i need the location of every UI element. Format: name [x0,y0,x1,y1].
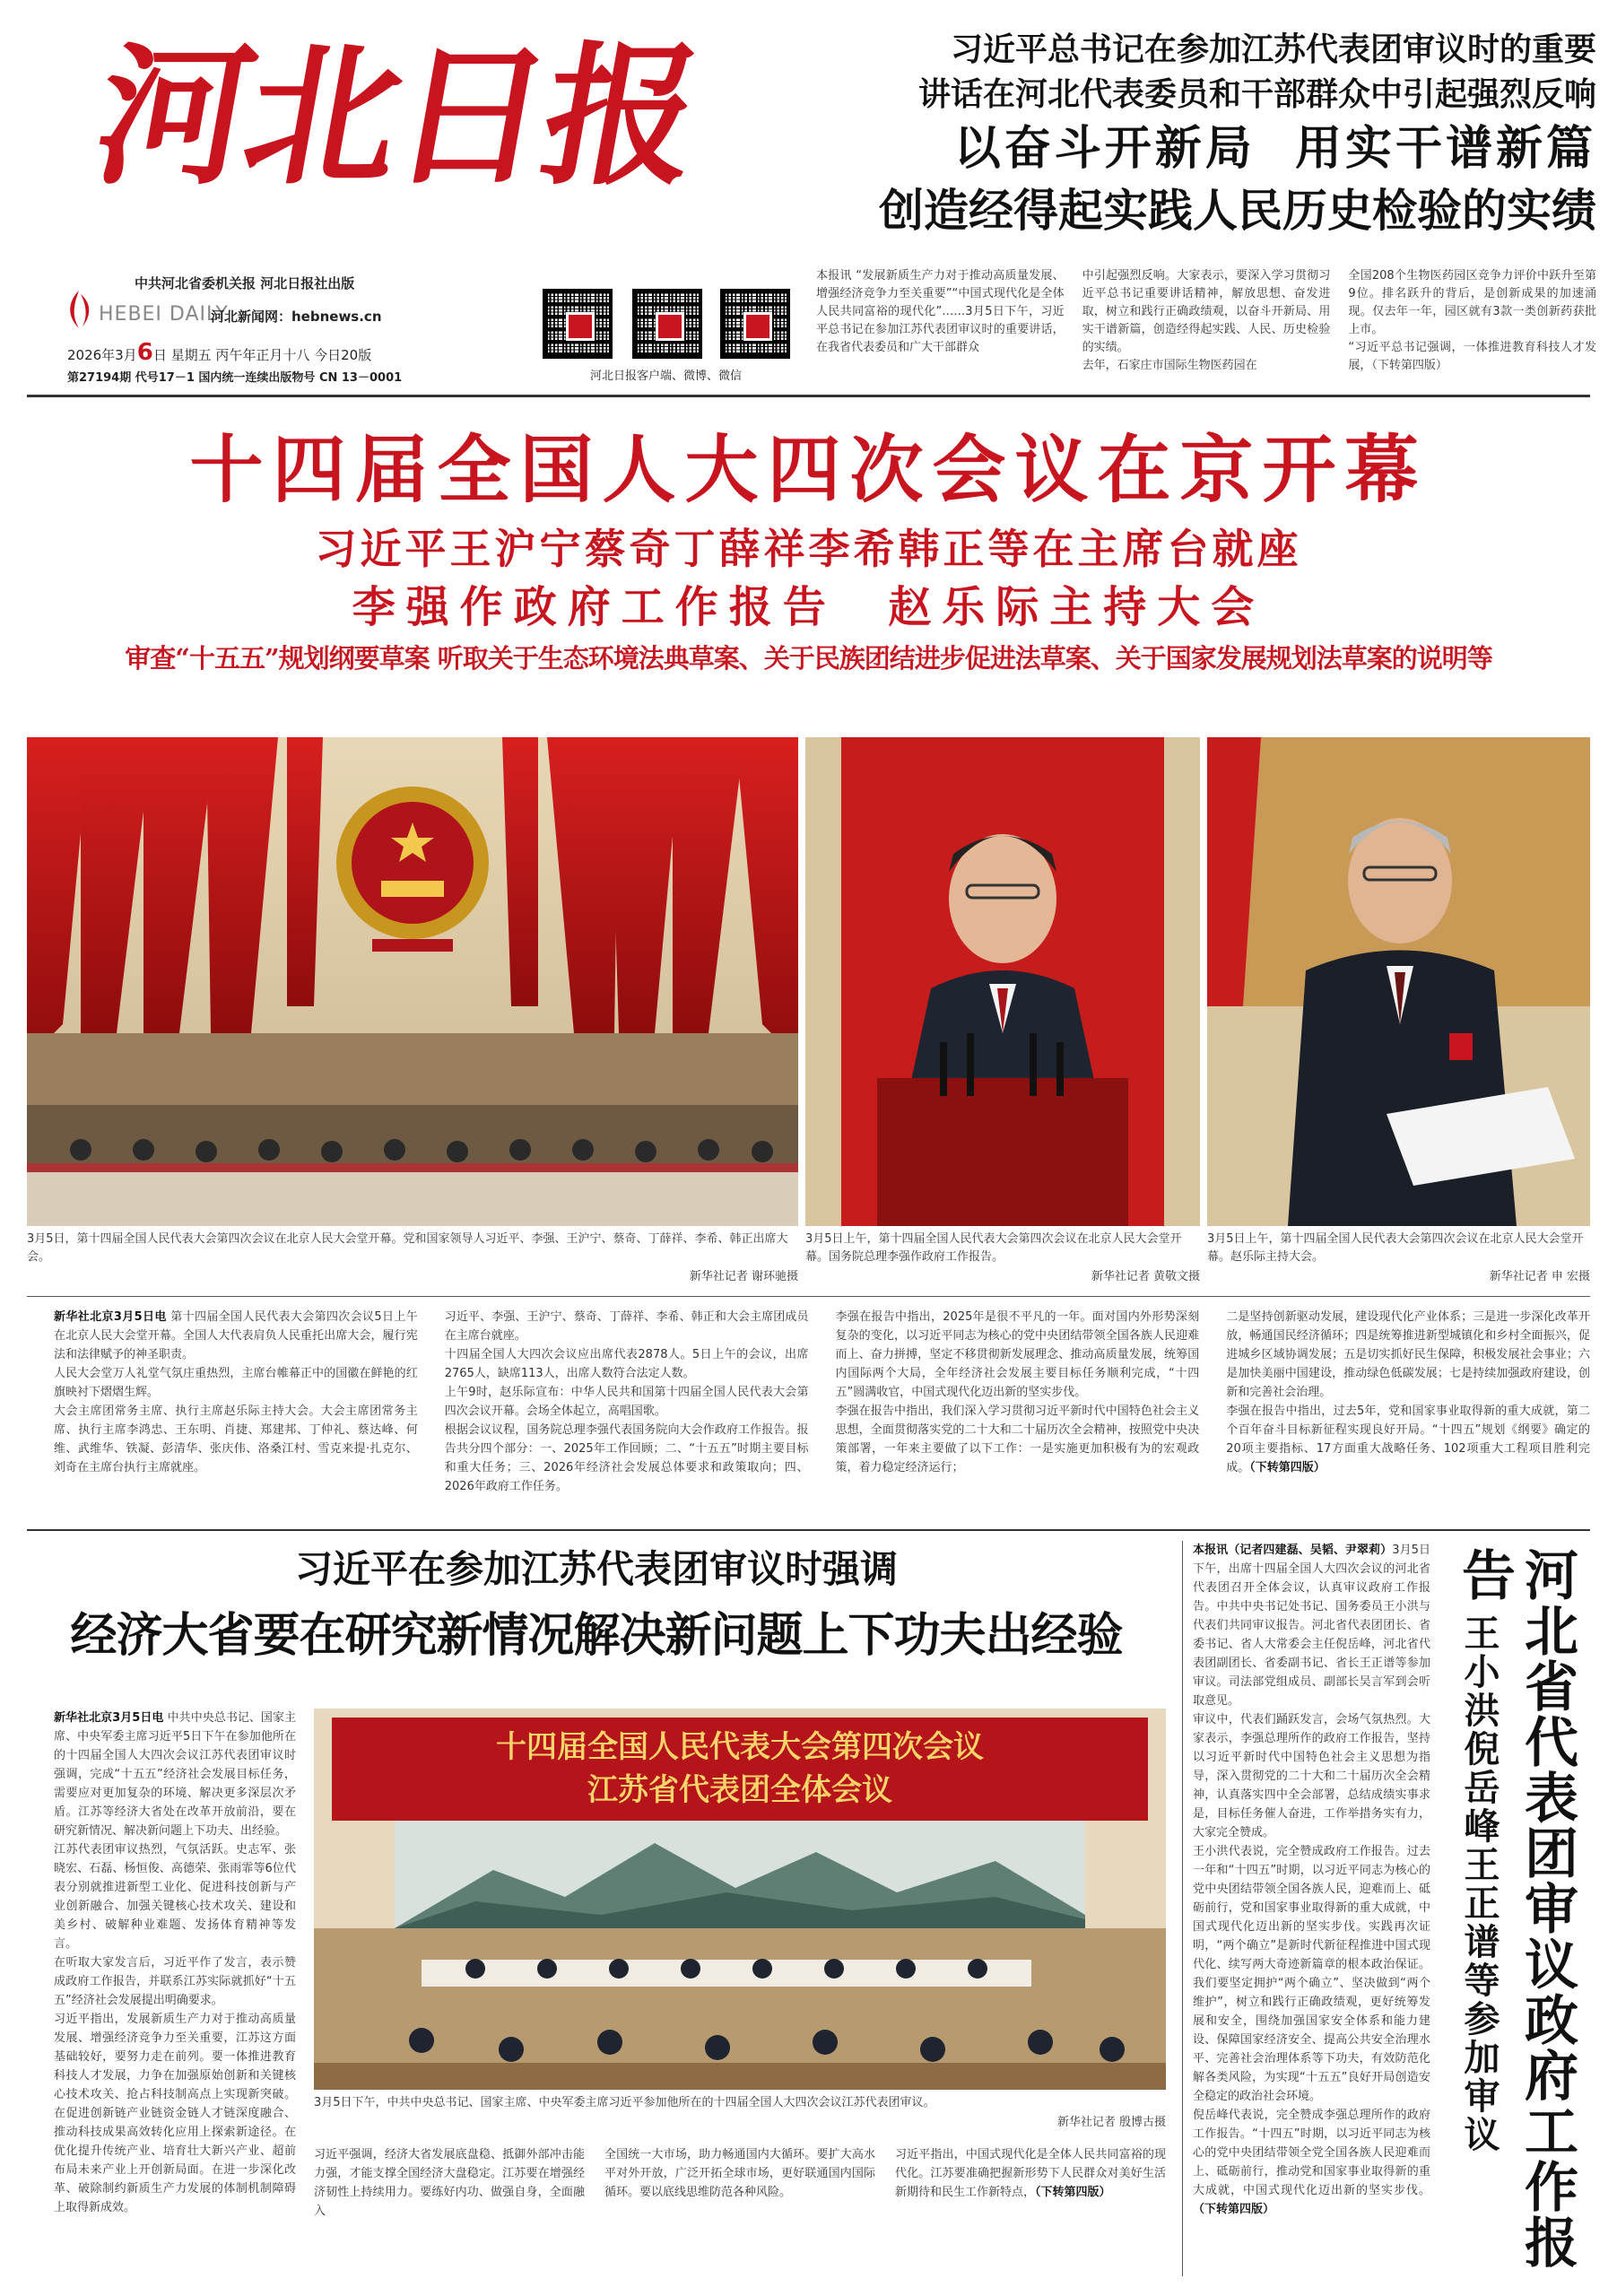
hebei-article [1193,1541,1430,2278]
speaker-scene [805,737,1200,1226]
jiangsu-col1-text: 中共中央总书记、国家主席、中央军委主席习近平5日下午在参加他所在的十四届全国人大四次会议江苏代表团审议时强调，完成“十五五”经济社会发展目标任务，需要应对更加复杂的环境、解决更多深层次矛盾。江苏等经济大省处在改革开放前沿，要在研究新情况、解决新问题上下功夫、出经验。 江苏代表团审议热烈，气氛活跃。史志军、张晓宏、石磊、杨恒俊、高德荣、张雨霏等6位代表分别就推进新型工业化、促进科技创新与产业创新融合、加强关键核心技术攻关、建设和美乡村、破解种业难题、发扬体育精神等发言。 在听取大家发言后，习近平作了发言，表示赞成政府工作报告，并联系江苏实际就抓好“十五五”经济社会发展提出明确要求。 习近平指出，发展新质生产力对于推动高质量发展、增强经济竞争力至关重要，江苏这方面基础较好，要努力走在前列。要一体推进教育科技人才发展，力争在加强原始创新和关键核心技术攻关、抢占科技制高点上实现新突破。在促进创新链产业链资金链人才链深度融合、推动科技成果高效转化应用上探索新途径。在优化提升传统产业、培育壮大新兴产业、超前布局未来产业上开创新局面。在进一步深化改革、破除制约新质生产力发展的体制机制障碍上取得新成效。 [54,1711,297,2214]
main-article [54,1308,1590,1516]
photo2-credit: 新华社记者 黄敬文摄 [1091,1270,1200,1283]
main-article-col1-text: 第十四届全国人民代表大会第四次会议5日上午在北京人民大会堂开幕。全国人大代表肩负人民重托出席大会，履行宪法和法律赋予的神圣职责。 人民大会堂万人礼堂气氛庄重热烈，主席台帷幕正中的国徽在鲜艳的红旗映衬下熠熠生辉。 大会主席团常务主席、执行主席赵乐际主持大会。大会主席团常务主席、执行主席李鸿忠、王东明、肖捷、郑建邦、丁仲礼、蔡达峰、何维、武维华、铁凝、彭清华、张庆伟、洛桑江村、雪克来提·扎克尔、刘奇在主席台执行主席就座。 [54,1310,418,1474]
date-day: 6 [136,339,153,366]
masthead-logo [61,289,97,330]
masthead [27,18,816,395]
hebei-continued: （下转第四版） [1193,2203,1275,2216]
top-story [807,27,1596,240]
divider-top [27,395,1590,397]
photo1-credit: 新华社记者 谢环驰摄 [689,1270,798,1283]
photo3-caption: 3月5日上午，第十四届全国人民代表大会第四次会议在北京人民大会堂开幕。赵乐际主持大会。 [1207,1232,1584,1264]
top-story-col3: 全国208个生物医药园区竞争力评价中跃升至第9位。排名跃升的背后，是创新成果的加速涌现。仅去年一年，园区就有3款一类创新药获批上市。 “习近平总书记强调，一体推进教育科技人才发展，（下转第四版） [1348,269,1597,372]
photo-great-hall [27,737,798,1226]
main-article-continued: （下转第四版） [1249,1461,1326,1474]
photo2-caption-block [805,1231,1200,1283]
photo-jiangsu-delegation [314,1709,1166,2090]
main-article-col2: 习近平、李强、王沪宁、蔡奇、丁薛祥、李希、韩正和大会主席团成员在主席台就座。 十四届全国人大四次会议应出席代表2878人。5日上午的会议，出席2765人，缺席113人，出席人数符合法定人数。 上午9时，赵乐际宣布：中华人民共和国第十四届全国人民代表大会第四次会议开幕。会场全体起立，高唱国歌。 根据会议议程，国务院总理李强代表国务院向大会作政府工作报告。报告共分四个部分：一、2025年工作回顾；二、“十五五”时期主要目标和重大任务；三、2026年经济社会发展总体要求和政策取向；四、2026年政府工作任务。 [444,1310,809,1493]
top-story-line3: 以奋斗开新局 用实干谱新篇 [953,121,1596,176]
divider-vertical [1182,1541,1183,2276]
hebei-subtitle: 王小洪倪岳峰王正谱等参加审议 [1458,1614,1500,2154]
headline-sub2: 李强作政府工作报告 赵乐际主持大会 [352,582,1265,632]
qr-code-wechat[interactable] [720,289,790,359]
hebei-article-text: 3月5日下午，出席十四届全国人大四次会议的河北省代表团召开全体会议，认真审议政府工作报告。中共中央书记处书记、国务委员王小洪与代表们共同审议报告。河北省代表团团长、省委书记、省人大常委会主任倪岳峰，河北省代表团副团长、省委副书记、省长王正谱等参加审议。司法部党组成员、副部长吴言军到会听取意见。 审议中，代表们踊跃发言，会场气氛热烈。大家表示，李强总理所作的政府工作报告，坚持以习近平新时代中国特色社会主义思想为指导，深入贯彻党的二十大和二十届历次全会精神，认真落实四中全会部署，总结成绩实事求是，目标任务催人奋进，工作举措务实有力，大家完全赞成。 王小洪代表说，完全赞成政府工作报告。过去一年和“十四五”时期，以习近平同志为核心的党中央团结带领全国各族人民，迎难而上、砥砺前行，党和国家事业取得新的重大成就，中国式现代化迈出新的坚实步伐。实践再次证明，“两个确立”是新时代新征程推进中国式现代化、续写两大奇迹新篇章的根本政治保证。我们要坚定拥护“两个确立”、坚决做到“两个维护”，树立和践行正确政绩观，更好统筹发展和安全，围绕加强国家安全体系和能力建设、保障国家经济安全、提高公共安全治理水平、完善社会治理体系等下功夫，有效防范化解各类风险，为实现“十五五”良好开局创造安全稳定的政治社会环境。 倪岳峰代表说，完全赞成李强总理所作的政府工作报告。“十四五”时期，以习近平同志为核心的党中央团结带领全党全国各族人民迎难而上、砥砺前行，推动党和国家事业取得新的重大成就，中国式现代化迈出新的坚实步伐。 [1193,1544,1430,2197]
jiangsu-col1 [54,1709,297,2214]
masthead-title: 河北日报 [83,27,710,206]
hebei-dateline: 本报讯（记者四建磊、吴韬、尹翠莉） [1193,1544,1393,1557]
divider-middle [27,1529,1590,1531]
top-story-col1: 本报讯 “发展新质生产力对于推动高质量发展、增强经济竞争力至关重要”“中国式现代化是全体人民共同富裕的现代化”……3月5日下午，习近平总书记在参加江苏代表团审议时的重要讲话，在我省代表委员和广大干部群众 [816,269,1065,354]
qr-code-app[interactable] [543,289,613,359]
jiangsu-photo-credit: 新华社记者 殷博古摄 [1056,2116,1166,2129]
jiangsu-dateline: 新华社北京3月5日电 [54,1711,164,1725]
top-story-line2: 讲话在河北代表委员和干部群众中引起强烈反响 [917,75,1596,113]
photo3-credit: 新华社记者 申 宏摄 [1489,1270,1590,1283]
masthead-date [67,339,371,366]
qr-caption: 河北日报客户端、微博、微信 [590,370,743,383]
top-story-col2: 中引起强烈反响。大家表示，要深入学习贯彻习近平总书记重要讲话精神，解放思想、奋发进取，树立和践行正确政绩观，以奋斗开新局、用实干谱新篇，创造经得起实践、人民、历史检验的实绩。 去年，石家庄市国际生物医药园在 [1082,269,1331,372]
jiangsu-photo-caption: 3月5日下午，中共中央总书记、国家主席、中央军委主席习近平参加他所在的十四届全国人大四次会议江苏代表团审议。 [314,2096,935,2109]
main-article-col1 [54,1308,418,1516]
jiangsu-title: 经济大省要在研究新情况解决新问题上下功夫出经验 [70,1608,1123,1663]
jiangsu-continued: （下转第四版） [1035,2186,1111,2199]
jiangsu-col3: 全国统一大市场，助力畅通国内大循环。要扩大高水平对外开放，广泛开拓全球市场，更好联通国内国际循环。要以底线思维防范各种风险。 [604,2148,875,2199]
jiangsu-bottom-cols [314,2145,1166,2280]
top-story-line4: 创造经得起实践人民历史检验的实绩 [879,184,1596,237]
photo-li-qiang [805,737,1200,1226]
headline-sub1: 习近平王沪宁蔡奇丁薛祥李希韩正等在主席台就座 [315,525,1302,573]
issue-line: 第27194期 代号17－1 国内统一连续出版物号 CN 13－0001 [67,371,403,385]
qr-code-weibo[interactable] [632,289,702,359]
date-prefix: 2026年3月 [67,347,137,363]
jiangsu-banner-line2: 江苏省代表团全体会议 [587,1772,892,1808]
main-article-dateline: 新华社北京3月5日电 [54,1310,167,1324]
jiangsu-photo-caption-block [314,2094,1166,2129]
jiangsu-kicker: 习近平在参加江苏代表团审议时强调 [294,1547,898,1591]
photo-zhao-leji [1207,737,1590,1226]
headline-sub3: 审查“十五五”规划纲要草案 听取关于生态环境法典草案、关于民族团结进步促进法草案、关于国家发展规划法草案的说明等 [125,643,1492,674]
main-article-col4-text: 二是坚持创新驱动发展，建设现代化产业体系；三是进一步深化改革开放，畅通国民经济循环；四是统筹推进新型城镇化和乡村全面振兴，促进城乡区域协调发展；五是切实抓好民生保障，积极发展社会事业；六是加快美丽中国建设，推动绿色低碳发展；七是持续加强政府建设，创新和完善社会治理。 李强在报告中指出，过去5年，党和国家事业取得新的重大成就，第二个百年奋斗目标新征程实现良好开局。“十四五”规划《纲要》确定的20项主要指标、17方面重大战略任务、102项重大工程项目胜利完成。 [1226,1310,1590,1474]
chair-scene [1207,737,1590,1226]
main-article-col3: 李强在报告中指出，2025年是很不平凡的一年。面对国内外形势深刻复杂的变化，以习近平同志为核心的党中央团结带领全国各族人民迎难而上、奋力拼搏，坚定不移贯彻新发展理念、推动高质量发展，统筹国内国际两个大局，全年经济社会发展主要目标任务顺利完成，“十四五”圆满收官，中国式现代化迈出新的坚实步伐。 李强在报告中指出，我们深入学习贯彻习近平新时代中国特色社会主义思想，全面贯彻落实党的二十大和二十届历次全会精神，按照党中央决策部署，一年来主要做了以下工作：一是实施更加积极有为的宏观政策，着力稳定经济运行； [835,1310,1200,1474]
masthead-website: 河北新闻网：hebnews.cn [211,309,382,325]
jiangsu-col4-text: 习近平指出，中国式现代化是全体人民共同富裕的现代化。江苏要准确把握新形势下人民群众对美好生活新期待和民生工作新特点， [895,2148,1166,2199]
photo2-caption: 3月5日上午，第十四届全国人民代表大会第四次会议在北京人民大会堂开幕。国务院总理李强作政府工作报告。 [805,1232,1182,1264]
great-hall-scene [27,737,798,1226]
date-rest: 日 星期五 丙午年正月十八 今日20版 [152,347,372,363]
jiangsu-col2: 习近平强调，经济大省发展底盘稳、抵御外部冲击能力强，才能支撑全国经济大盘稳定。江苏要在增强经济韧性上持续用力。要练好内功、做强自身，全面融入 [314,2148,585,2218]
jiangsu-banner-line1: 十四届全国人民代表大会第四次会议 [496,1729,984,1765]
newspaper-logo-icon [61,289,97,330]
main-headline-block [27,422,1590,680]
photo1-caption-block [27,1231,798,1283]
photo3-caption-block [1207,1231,1590,1283]
main-headline: 十四届全国人大四次会议在京开幕 [189,428,1428,513]
divider-photos [27,1296,1590,1297]
masthead-pinyin: HEBEI DAILY [99,303,229,326]
jiangsu-col4 [895,2145,1166,2280]
masthead-sponsor: 中共河北省委机关报 河北日报社出版 [135,275,355,291]
hebei-title: 河北省代表团审议政府工作报告 [1453,1547,1578,2270]
photo1-caption: 3月5日，第十四届全国人民代表大会第四次会议在北京人民大会堂开幕。党和国家领导人习近平、李强、王沪宁、蔡奇、丁薛祥、李希、韩正出席大会。 [27,1232,788,1264]
top-story-body [816,267,1596,384]
top-story-line1: 习近平总书记在参加江苏代表团审议时的重要 [950,30,1596,68]
main-article-col4 [1226,1308,1590,1516]
